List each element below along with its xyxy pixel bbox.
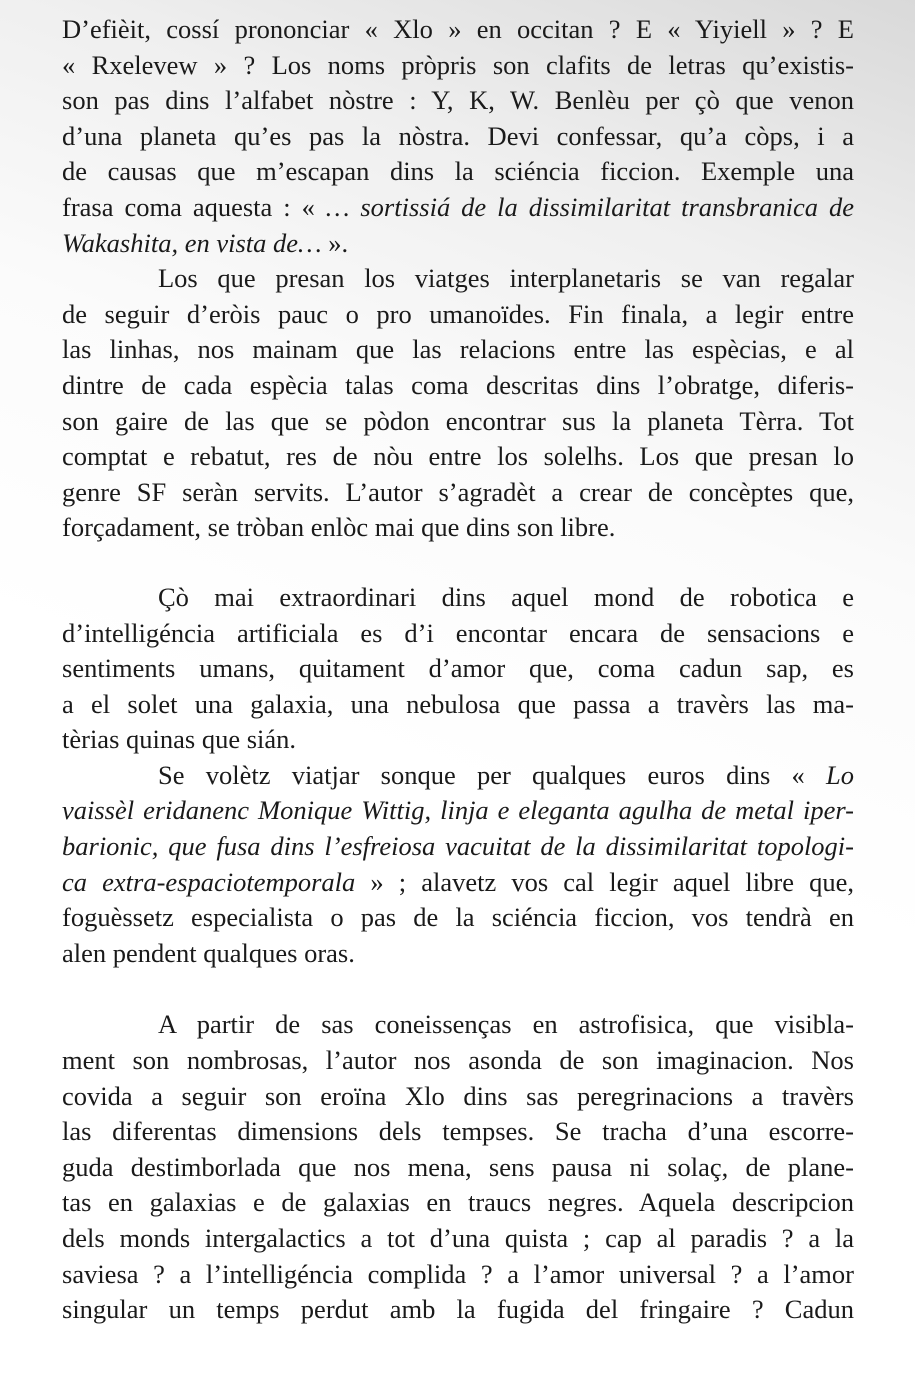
text-line: covida a seguir son eroïna Xlo dins sas peregrinacions a travèrs [62, 1080, 854, 1111]
italic-text-line: vaissèl eridanenc Monique Wittig, linja e eleganta agulha de metal iper- [62, 795, 854, 826]
text-line: dels monds intergalactics a tot d’una quista ; cap al paradis ? a la [62, 1223, 854, 1253]
text-line [62, 226, 854, 262]
text-line: son gaire de las que se pòdon encontrar sus la planeta Tèrra. Tot [62, 405, 854, 436]
text-line: guda destimborlada que nos mena, sens pausa ni solaç, de plane- [62, 1151, 854, 1182]
text-line: sentiments umans, quitament d’amor que, coma cadun sap, es [62, 653, 854, 684]
text-line: las linhas, nos mainam que las relacions entre las espècias, e al [62, 334, 854, 365]
paragraph-4 [62, 758, 854, 972]
text-line: de seguir d’eròis pauc o pro umanoïdes. Fin finala, a legir entre [62, 298, 854, 329]
text-line: « Rxelevew » ? Los noms pròpris son clafits de letras qu’existis- [62, 49, 854, 80]
text-line: tas en galaxias e de galaxias en traucs negres. Aquela descripcion [62, 1187, 854, 1218]
text-line: son pas dins l’alfabet nòstre : Y, K, W. Benlèu per çò que venon [62, 85, 854, 116]
italic-quote: … sortissiá de la dissimilaritat transbranica de [325, 191, 855, 222]
text-line: comptat e rebatut, res de nòu entre los solelhs. Los que presan lo [62, 441, 854, 472]
text-line: tèrias quinas que sián. [62, 724, 297, 755]
italic-quote: Lo [826, 759, 854, 790]
text-line: D’efièit, cossí prononciar « Xlo » en occitan ? E « Yiyiell » ? E [62, 14, 854, 44]
text-line: dintre de cada espècia talas coma descritas dins l’obratge, diferis- [62, 369, 854, 400]
text-line: forçadament, se tròban enlòc mai que dins son libre. [62, 512, 616, 543]
paragraph-2 [62, 261, 854, 546]
text-fragment: ». [321, 227, 349, 258]
text-line: d’una planeta qu’es pas la nòstra. Devi confessar, qu’a còps, i a [62, 120, 854, 151]
italic-text-line: barionic, que fusa dins l’esfreiosa vacuitat de la dissimilaritat topologi- [62, 831, 854, 862]
text-line: saviesa ? a l’intelligéncia complida ? a l’amor universal ? a l’amor [62, 1258, 854, 1289]
italic-quote: Wakashita, en vista de… [62, 227, 322, 258]
text-line: Çò mai extraordinari dins aquel mond de robotica e [158, 581, 854, 612]
paragraph-3 [62, 580, 854, 758]
text-line: ment son nombrosas, l’autor nos asonda de son imaginacion. Nos [62, 1045, 854, 1076]
text-line: a el solet una galaxia, una nebulosa que passa a travèrs las ma- [62, 688, 854, 719]
text-line: Los que presan los viatges interplanetaris se van regalar [158, 263, 854, 294]
paragraph-1 [62, 12, 854, 261]
text-line: singular un temps perdut amb la fugida del fringaire ? Cadun [62, 1294, 854, 1325]
text-line [62, 190, 854, 226]
text-line: de causas que m’escapan dins la sciéncia ficcion. Exemple una [62, 156, 854, 187]
text-fragment: » ; alavetz vos cal legir aquel libre que, [355, 866, 854, 897]
text-fragment: frasa coma aquesta : « [62, 191, 326, 222]
italic-quote: ca extra-espaciotemporala [62, 866, 356, 897]
text-fragment: Se volètz viatjar sonque per qualques euros dins « [158, 759, 826, 790]
body-text [62, 12, 854, 1328]
text-line: d’intelligéncia artificiala es d’i encontar encara de sensacions e [62, 617, 854, 648]
text-line: las diferentas dimensions dels tempses. Se tracha d’una escorre- [62, 1116, 854, 1147]
paragraph-5 [62, 1007, 854, 1327]
text-line: foguèssetz especialista o pas de la sciéncia ficcion, vos tendrà en [62, 902, 854, 933]
text-line [62, 758, 854, 794]
text-line: A partir de sas coneissenças en astrofisica, que visibla- [158, 1009, 854, 1040]
text-line [62, 865, 854, 901]
text-line: genre SF seràn servits. L’autor s’agradèt a crear de concèptes que, [62, 476, 854, 507]
text-line: alen pendent qualques oras. [62, 937, 355, 968]
